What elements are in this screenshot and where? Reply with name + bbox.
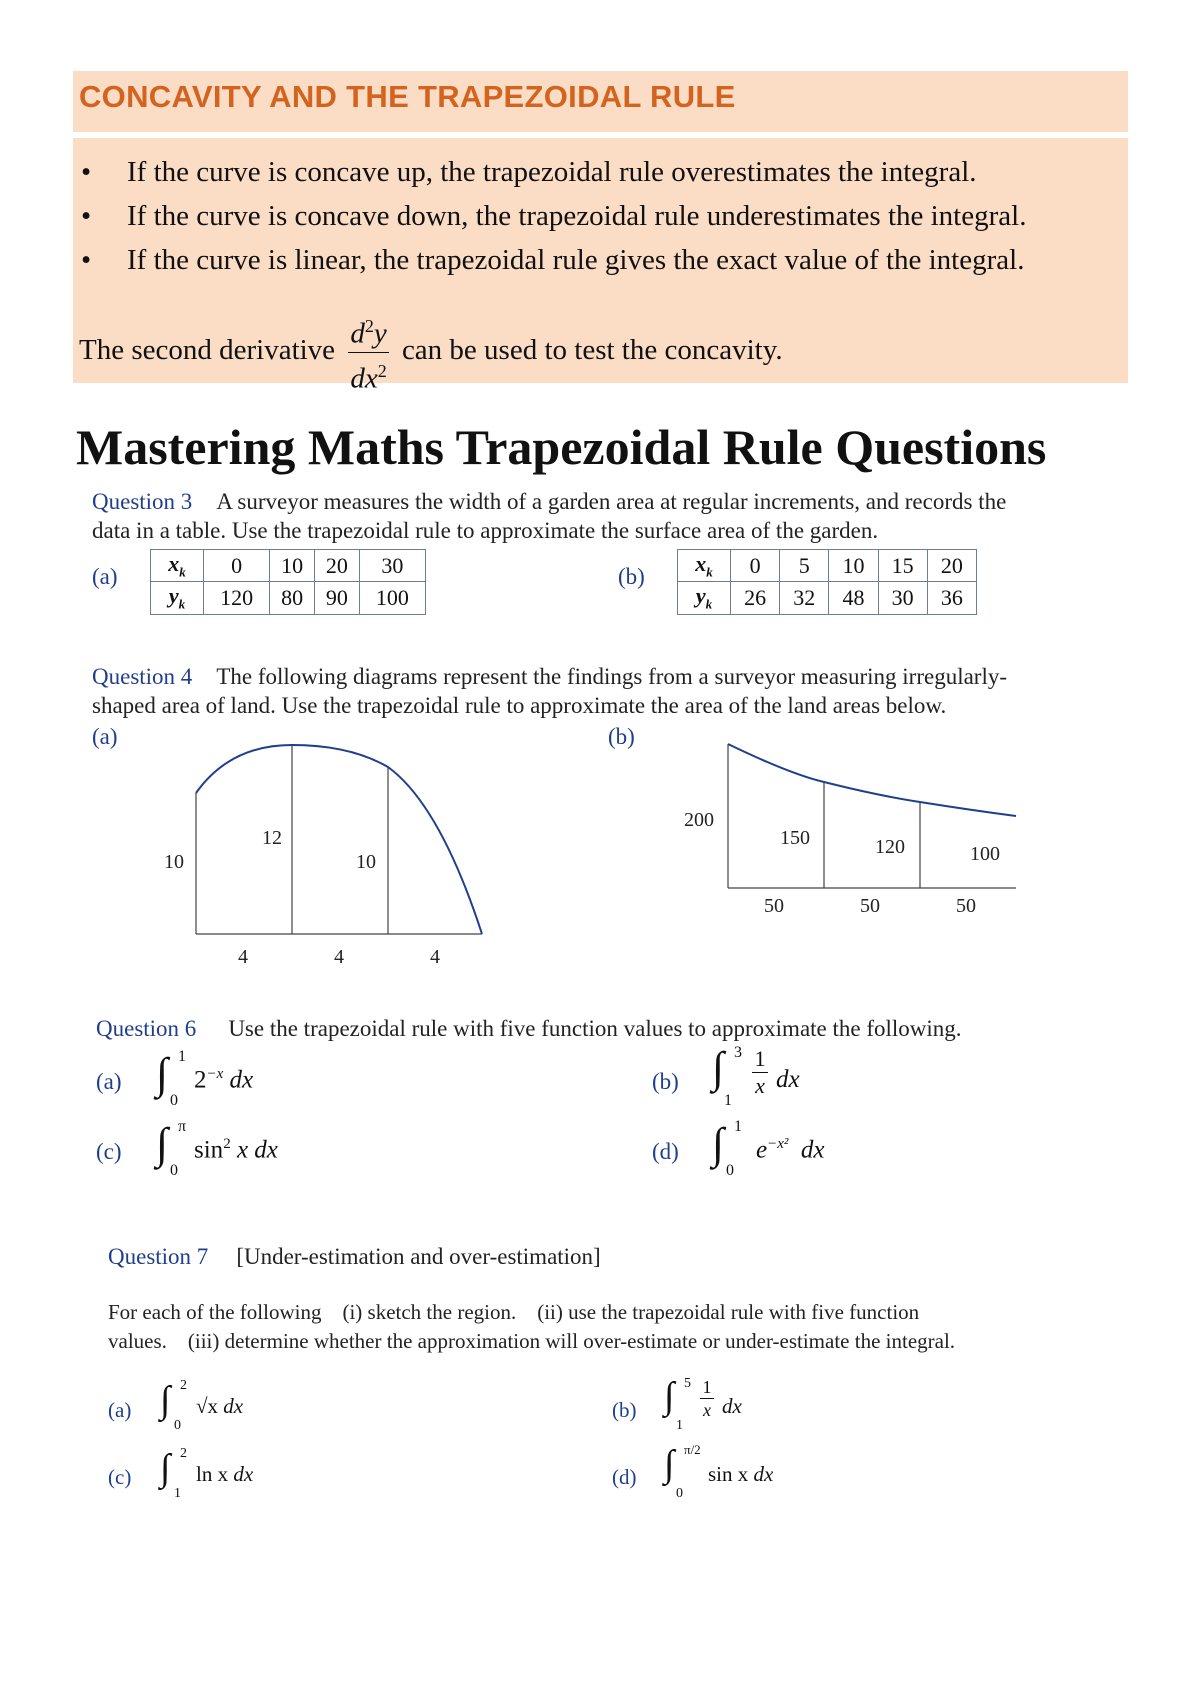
fig-b-curve bbox=[728, 744, 1016, 816]
table-cell: 10 bbox=[270, 550, 315, 582]
table-cell: 48 bbox=[829, 582, 878, 614]
second-derivative-fraction: $\frac{d^2y}{dx^2}$ bbox=[348, 308, 388, 396]
table-cell: 30 bbox=[878, 582, 927, 614]
integral-sign: ∫ bbox=[712, 1043, 725, 1092]
fig-a-width-label: 4 bbox=[430, 946, 440, 968]
table-cell: 26 bbox=[731, 582, 780, 614]
q7-heading-text: [Under-estimation and over-estimation] bbox=[236, 1244, 601, 1269]
second-derivative-line bbox=[79, 308, 783, 396]
q3-part-a-label: (a) bbox=[92, 564, 118, 589]
info-box-heading: CONCAVITY AND THE TRAPEZOIDAL RULE bbox=[79, 79, 736, 114]
q3-label: Question 3 bbox=[92, 489, 193, 514]
q7-part-d-tag: (d) bbox=[612, 1465, 637, 1489]
table-header-y: $y_k$ bbox=[151, 582, 204, 614]
q7-part-a-tag: (a) bbox=[108, 1398, 132, 1422]
q4-label: Question 4 bbox=[92, 664, 193, 689]
q6-part-b-tag: (b) bbox=[652, 1069, 679, 1094]
bullet-dot: • bbox=[81, 200, 92, 232]
q6-part-d-tag: (d) bbox=[652, 1139, 679, 1164]
table-cell: 20 bbox=[314, 550, 359, 582]
q3-part-b-label: (b) bbox=[618, 564, 645, 589]
table-cell: 120 bbox=[204, 582, 270, 614]
bullet-dot: • bbox=[81, 156, 92, 188]
fig-b-height-label: 120 bbox=[875, 836, 905, 858]
fig-b-height-label: 200 bbox=[684, 809, 714, 831]
table-cell: 10 bbox=[829, 550, 878, 582]
q7-heading bbox=[108, 1244, 601, 1270]
q3-table-a bbox=[150, 549, 426, 615]
q7-integral-d: ∫ π/2 0 sin x dx bbox=[664, 1442, 774, 1501]
q6-integral-c: ∫ π 0 $\sin^2 x$ dx bbox=[156, 1118, 278, 1179]
table-row bbox=[151, 550, 426, 582]
fig-b-height-label: 100 bbox=[970, 843, 1000, 865]
q3-table-b bbox=[677, 549, 977, 615]
q4-figure-b bbox=[670, 730, 1030, 920]
fig-a-height-label: 12 bbox=[262, 827, 282, 849]
table-cell: 0 bbox=[731, 550, 780, 582]
fig-a-height-label: 10 bbox=[164, 851, 184, 873]
q4-figure-a bbox=[150, 730, 500, 970]
fig-a-width-label: 4 bbox=[334, 946, 344, 968]
table-header-x: $x_k$ bbox=[151, 550, 204, 582]
table-header-y: $y_k$ bbox=[678, 582, 731, 614]
fig-b-width-label: 50 bbox=[860, 895, 880, 917]
q4-part-b-label: (b) bbox=[608, 724, 635, 749]
q7-part-c-tag: (c) bbox=[108, 1465, 132, 1489]
integral-sign: ∫ bbox=[664, 1443, 675, 1485]
fig-b-width-label: 50 bbox=[764, 895, 784, 917]
integral-sign: ∫ bbox=[712, 1119, 725, 1168]
table-row bbox=[678, 550, 977, 582]
q3-text-line2: data in a table. Use the trapezoidal rule to approximate the surface area of the garden. bbox=[92, 518, 879, 543]
q3-heading bbox=[92, 489, 1006, 515]
table-cell: 0 bbox=[204, 550, 270, 582]
q6-heading bbox=[96, 1016, 962, 1042]
q4-text-line1: The following diagrams represent the findings from a surveyor measuring irregularly- bbox=[216, 664, 1008, 689]
table-cell: 32 bbox=[780, 582, 829, 614]
bullet-text: If the curve is concave down, the trapezoidal rule underestimates the integral. bbox=[127, 200, 1027, 232]
bullet-text: If the curve is linear, the trapezoidal rule gives the exact value of the integral. bbox=[127, 244, 1025, 276]
q7-integral-a: ∫ 2 0 √x dx bbox=[160, 1378, 244, 1433]
q7-part-b-tag: (b) bbox=[612, 1398, 637, 1422]
table-row bbox=[151, 582, 426, 614]
table-cell: 30 bbox=[359, 550, 425, 582]
bullet-dot: • bbox=[81, 244, 92, 276]
q7-text-line2: values. (iii) determine whether the approximation will over-estimate or under-estimate the integral. bbox=[108, 1329, 956, 1353]
table-cell: 90 bbox=[314, 582, 359, 614]
table-header-x: $x_k$ bbox=[678, 550, 731, 582]
table-cell: 80 bbox=[270, 582, 315, 614]
fig-a-curve bbox=[196, 745, 482, 934]
fig-b-width-label: 50 bbox=[956, 895, 976, 917]
q4-heading bbox=[92, 664, 1007, 690]
q7-integral-c: ∫ 2 1 ln x dx bbox=[160, 1446, 254, 1501]
second-derivative-suffix: can be used to test the concavity. bbox=[401, 333, 783, 366]
fig-b-height-label: 150 bbox=[780, 827, 810, 849]
page-title: Mastering Maths Trapezoidal Rule Questions bbox=[76, 419, 1047, 475]
q6-label: Question 6 bbox=[96, 1016, 197, 1041]
q7-label: Question 7 bbox=[108, 1244, 209, 1269]
table-row bbox=[678, 582, 977, 614]
q6-part-a-tag: (a) bbox=[96, 1069, 122, 1094]
integral-sign: ∫ bbox=[156, 1049, 169, 1098]
table-cell: 20 bbox=[927, 550, 976, 582]
q6-text: Use the trapezoidal rule with five function values to approximate the following. bbox=[228, 1016, 962, 1041]
q6-part-c-tag: (c) bbox=[96, 1139, 122, 1164]
q6-integral-a: ∫ 1 0 $2^{-x}$ dx bbox=[156, 1048, 254, 1109]
integral-sign: ∫ bbox=[160, 1379, 171, 1421]
second-derivative-prefix: The second derivative bbox=[79, 333, 336, 366]
q7-text-line1: For each of the following (i) sketch the region. (ii) use the trapezoidal rule with five function bbox=[108, 1300, 920, 1324]
q4-text-line2: shaped area of land. Use the trapezoidal rule to approximate the area of the land areas below. bbox=[92, 693, 947, 718]
table-cell: 15 bbox=[878, 550, 927, 582]
q6-integral-b: ∫ 3 1 1 x dx bbox=[712, 1043, 800, 1109]
q6-integral-d: ∫ 1 0 $e^{-x^2}$ dx bbox=[712, 1118, 825, 1179]
table-cell: 36 bbox=[927, 582, 976, 614]
table-cell: 100 bbox=[359, 582, 425, 614]
q3-text-line1: A surveyor measures the width of a garden area at regular increments, and records the bbox=[216, 489, 1007, 514]
fig-a-height-label: 10 bbox=[356, 851, 376, 873]
fig-a-width-label: 4 bbox=[238, 946, 248, 968]
integral-sign: ∫ bbox=[156, 1119, 169, 1168]
bullet-text: If the curve is concave up, the trapezoidal rule overestimates the integral. bbox=[127, 156, 977, 188]
q4-part-a-label: (a) bbox=[92, 724, 118, 749]
info-box-body bbox=[73, 138, 1128, 395]
integral-sign: ∫ bbox=[664, 1375, 675, 1417]
q7-integral-b: ∫ 5 1 1 x dx bbox=[664, 1375, 742, 1433]
integral-sign: ∫ bbox=[160, 1447, 171, 1489]
table-cell: 5 bbox=[780, 550, 829, 582]
info-box-header bbox=[73, 71, 1128, 132]
